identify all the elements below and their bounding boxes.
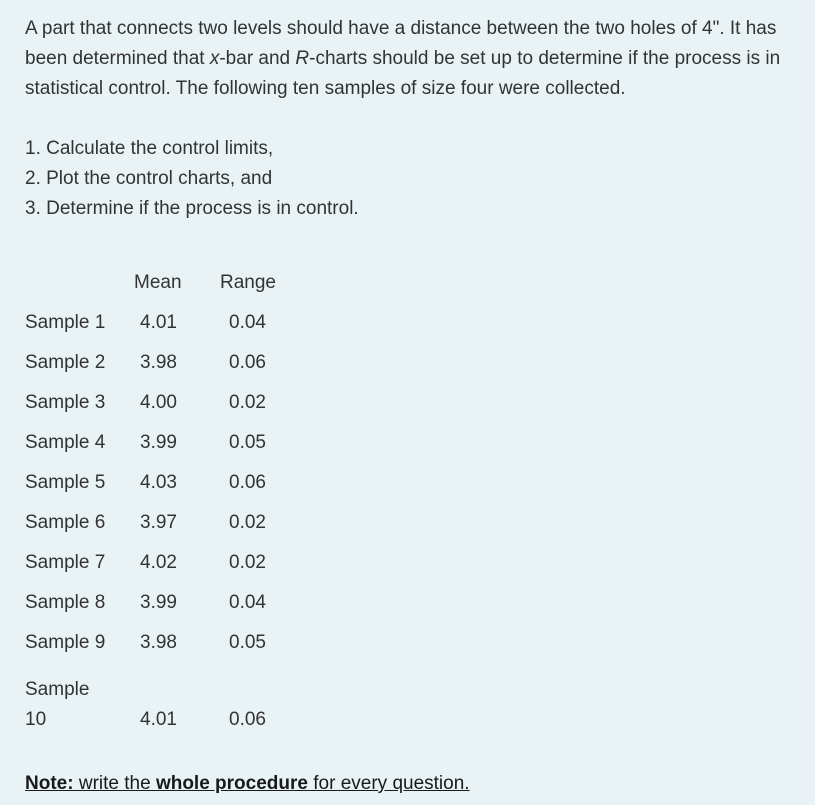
sample-mean: 4.03 <box>140 472 177 493</box>
procedure-note <box>25 771 470 797</box>
table-row <box>25 679 425 739</box>
sample-label: Sample 1 <box>25 312 106 333</box>
task-item: 1. Calculate the control limits, <box>25 138 274 159</box>
intro-xbar: x <box>209 48 220 69</box>
note-text-2: for every question. <box>307 773 470 794</box>
column-header-mean: Mean <box>134 272 182 293</box>
problem-intro <box>25 14 795 104</box>
sample-label: Sample 2 <box>25 352 106 373</box>
note-emphasis: whole procedure <box>155 773 308 794</box>
column-header-range: Range <box>220 272 276 293</box>
intro-text-1: A part that connects two levels should have a distance between the two holes of 4". It has been determined that <box>25 18 777 69</box>
intro-text-2: -bar and <box>219 48 296 69</box>
sample-range: 0.06 <box>229 709 266 730</box>
sample-range: 0.06 <box>229 352 266 373</box>
sample-mean: 3.98 <box>140 352 177 373</box>
sample-label: Sample 3 <box>25 392 106 413</box>
sample-range: 0.02 <box>229 392 266 413</box>
note-label: Note: <box>25 773 74 794</box>
sample-range: 0.02 <box>229 512 266 533</box>
sample-mean: 4.01 <box>140 312 177 333</box>
sample-range: 0.04 <box>229 592 266 613</box>
sample-range: 0.06 <box>229 472 266 493</box>
sample-range: 0.04 <box>229 312 266 333</box>
sample-label-line2: 10 <box>25 709 47 730</box>
sample-mean: 3.99 <box>140 592 177 613</box>
sample-mean: 3.97 <box>140 512 177 533</box>
note-text-1: write the <box>73 773 156 794</box>
sample-mean: 3.98 <box>140 632 177 653</box>
sample-mean: 4.02 <box>140 552 177 573</box>
intro-r: R <box>295 48 310 69</box>
sample-label: Sample 9 <box>25 632 106 653</box>
sample-mean: 4.01 <box>140 709 177 730</box>
sample-label: Sample 6 <box>25 512 106 533</box>
sample-range: 0.02 <box>229 552 266 573</box>
task-item: 2. Plot the control charts, and <box>25 168 273 189</box>
sample-mean: 3.99 <box>140 432 177 453</box>
sample-label: Sample 7 <box>25 552 106 573</box>
intro-text-3: -charts should be set up to determine if the process is in statistical control. The following ten samples of size four were collected. <box>25 48 781 99</box>
problem-document <box>25 14 795 794</box>
sample-range: 0.05 <box>229 432 266 453</box>
sample-range: 0.05 <box>229 632 266 653</box>
task-list <box>25 134 359 224</box>
sample-label: Sample 5 <box>25 472 106 493</box>
sample-label: Sample 8 <box>25 592 106 613</box>
sample-label: Sample 4 <box>25 432 106 453</box>
sample-label-line1: Sample <box>25 679 90 700</box>
sample-mean: 4.00 <box>140 392 177 413</box>
task-item: 3. Determine if the process is in control. <box>25 198 359 219</box>
